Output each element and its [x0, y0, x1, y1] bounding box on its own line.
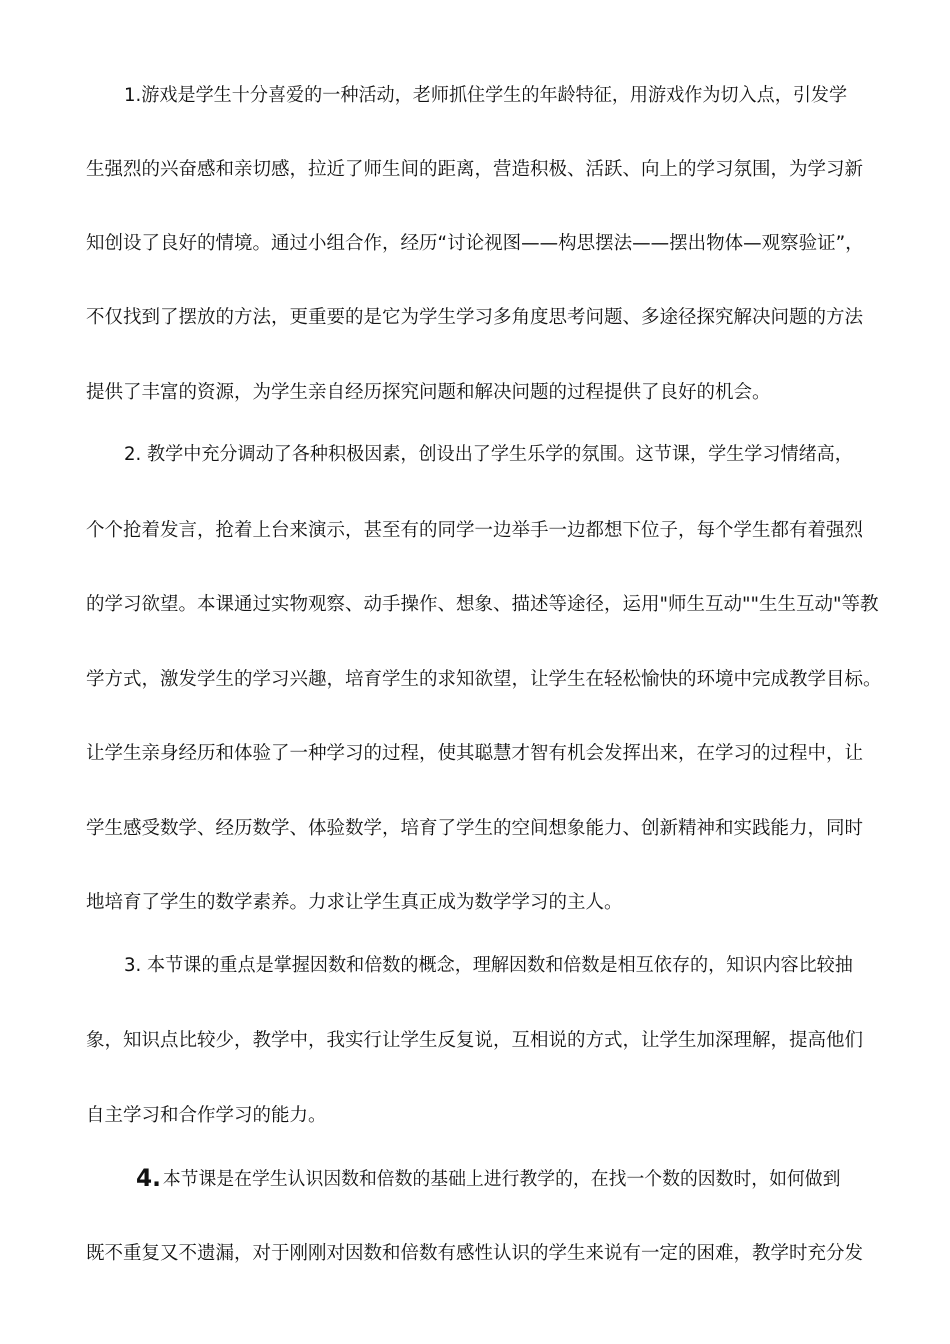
- paragraph-3-line-2: 象，知识点比较少，教学中，我实行让学生反复说，互相说的方式，让学生加深理解，提高他们: [86, 1030, 864, 1051]
- paragraph-2-line-5: 让学生亲身经历和体验了一种学习的过程，使其聪慧才智有机会发挥出来，在学习的过程中，让: [86, 743, 864, 764]
- paragraph-2-line-7: 地培育了学生的数学素养。力求让学生真正成为数学学习的主人。: [86, 892, 623, 913]
- paragraph-4-line-2: 既不重复又不遗漏，对于刚刚对因数和倍数有感性认识的学生来说有一定的困难，教学时充分发: [86, 1243, 864, 1264]
- paragraph-1-line-3: 知创设了良好的情境。通过小组合作，经历“讨论视图——构思摆法——摆出物体—观察验证”，: [86, 233, 864, 254]
- paragraph-1-line-2: 生强烈的兴奋感和亲切感，拉近了师生间的距离，营造积极、活跃、向上的学习氛围，为学习新: [86, 159, 864, 180]
- paragraph-2-line-2: 个个抢着发言，抢着上台来演示，甚至有的同学一边举手一边都想下位子，每个学生都有着强烈: [86, 520, 864, 541]
- paragraph-3-line-3: 自主学习和合作学习的能力。: [86, 1105, 327, 1126]
- paragraph-2-line-3: 的学习欲望。本课通过实物观察、动手操作、想象、描述等途径，运用"师生互动""生生互动"等教: [86, 594, 879, 615]
- paragraph-3-line-1: 3. 本节课的重点是掌握因数和倍数的概念，理解因数和倍数是相互依存的，知识内容比较抽: [124, 955, 853, 976]
- paragraph-1-line-4: 不仅找到了摆放的方法，更重要的是它为学生学习多角度思考问题、多途径探究解决问题的方法: [86, 307, 864, 328]
- paragraph-2-line-6: 学生感受数学、经历数学、体验数学，培育了学生的空间想象能力、创新精神和实践能力，同时: [86, 818, 864, 839]
- paragraph-4-line-1: [136, 1166, 936, 1192]
- paragraph-4-line-1-text: 本节课是在学生认识因数和倍数的基础上进行教学的，在找一个数的因数时，如何做到: [162, 1169, 841, 1190]
- paragraph-1-line-1: 1.游戏是学生十分喜爱的一种活动，老师抓住学生的年龄特征，用游戏作为切入点，引发学: [124, 85, 848, 106]
- paragraph-1-line-5: 提供了丰富的资源，为学生亲自经历探究问题和解决问题的过程提供了良好的机会。: [86, 382, 771, 403]
- paragraph-2-line-4: 学方式，激发学生的学习兴趣，培育学生的求知欲望，让学生在轻松愉快的环境中完成教学目标。: [86, 669, 882, 690]
- paragraph-2-line-1: 2. 教学中充分调动了各种积极因素，创设出了学生乐学的氛围。这节课，学生学习情绪高，: [124, 444, 853, 465]
- paragraph-4-number: 4.: [136, 1164, 161, 1192]
